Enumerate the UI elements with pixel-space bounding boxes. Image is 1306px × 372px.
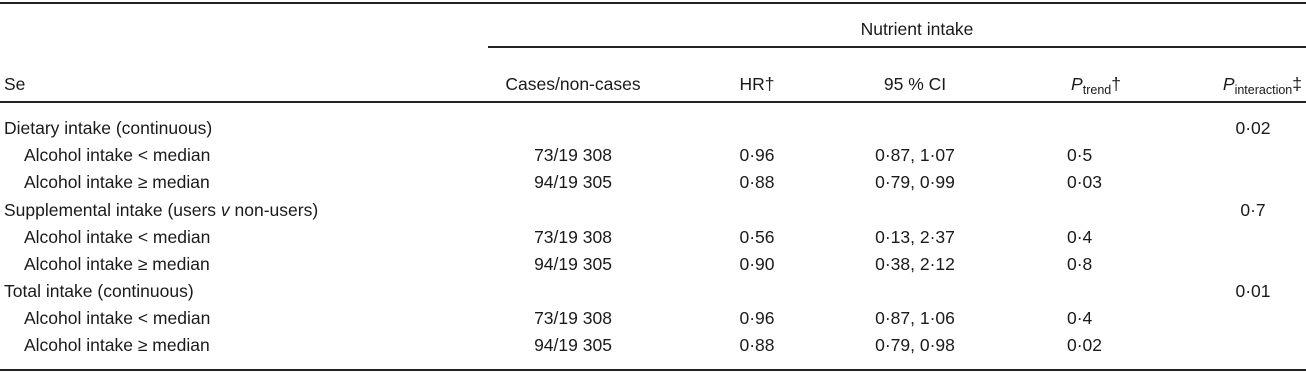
row-ptrend: 0·8 (1067, 254, 1093, 274)
header-ptrend-main: P (1071, 74, 1083, 94)
row-label: Alcohol intake < median (24, 308, 211, 328)
bottom-rule (0, 369, 1306, 371)
row-ptrend: 0·4 (1067, 227, 1093, 247)
row-label: Alcohol intake < median (24, 227, 211, 247)
header-ptrend-sub: trend (1082, 83, 1112, 97)
header-ci: 95 % CI (883, 74, 947, 94)
row-label: Alcohol intake ≥ median (24, 335, 210, 355)
row-ci: 0·79, 0·99 (875, 172, 955, 192)
row-ci: 0·87, 1·07 (875, 145, 955, 165)
row-label: Alcohol intake < median (24, 145, 211, 165)
row-pint: 0·01 (1235, 281, 1271, 301)
header-pint-sub: interaction (1234, 83, 1293, 97)
row-cases: 94/19 305 (534, 335, 612, 355)
row-label: Alcohol intake ≥ median (24, 254, 210, 274)
row-label: Alcohol intake ≥ median (24, 172, 210, 192)
row-ci: 0·79, 0·98 (875, 335, 955, 355)
row-pint: 0·02 (1235, 118, 1271, 138)
header-pint-main: P (1222, 74, 1235, 94)
row-ci: 0·38, 2·12 (875, 254, 955, 274)
header-pint (1222, 74, 1302, 97)
row-ptrend: 0·03 (1067, 172, 1103, 192)
header-hr: HR† (739, 74, 775, 94)
row-cases: 94/19 305 (534, 172, 612, 192)
row-ci: 0·13, 2·37 (875, 227, 955, 247)
header-ptrend-mark: † (1111, 74, 1121, 94)
row-ptrend: 0·5 (1067, 145, 1093, 165)
row-hr: 0·96 (739, 145, 775, 165)
header-cases: Cases/non-cases (505, 74, 641, 94)
header-pint-mark: ‡ (1292, 74, 1302, 94)
group-header: Nutrient intake (860, 19, 974, 39)
header-label: Se (4, 74, 26, 94)
row-ptrend: 0·4 (1067, 308, 1093, 328)
row-label: Supplemental intake (users v non-users) (4, 200, 319, 220)
row-hr: 0·56 (739, 227, 775, 247)
row-cases: 73/19 308 (534, 145, 612, 165)
row-label: Total intake (continuous) (4, 281, 194, 301)
row-hr: 0·88 (739, 172, 775, 192)
row-ci: 0·87, 1·06 (875, 308, 955, 328)
row-label: Dietary intake (continuous) (4, 118, 213, 138)
row-hr: 0·96 (739, 308, 775, 328)
versus-italic: v (220, 200, 230, 220)
row-ptrend: 0·02 (1067, 335, 1103, 355)
row-hr: 0·90 (739, 254, 775, 274)
header-rule (0, 101, 1306, 103)
row-cases: 73/19 308 (534, 308, 612, 328)
row-hr: 0·88 (739, 335, 775, 355)
group-rule (488, 46, 1306, 48)
row-cases: 73/19 308 (534, 227, 612, 247)
row-cases: 94/19 305 (534, 254, 612, 274)
row-pint: 0·7 (1240, 200, 1266, 220)
header-ptrend (1071, 74, 1121, 97)
top-rule (0, 2, 1306, 4)
